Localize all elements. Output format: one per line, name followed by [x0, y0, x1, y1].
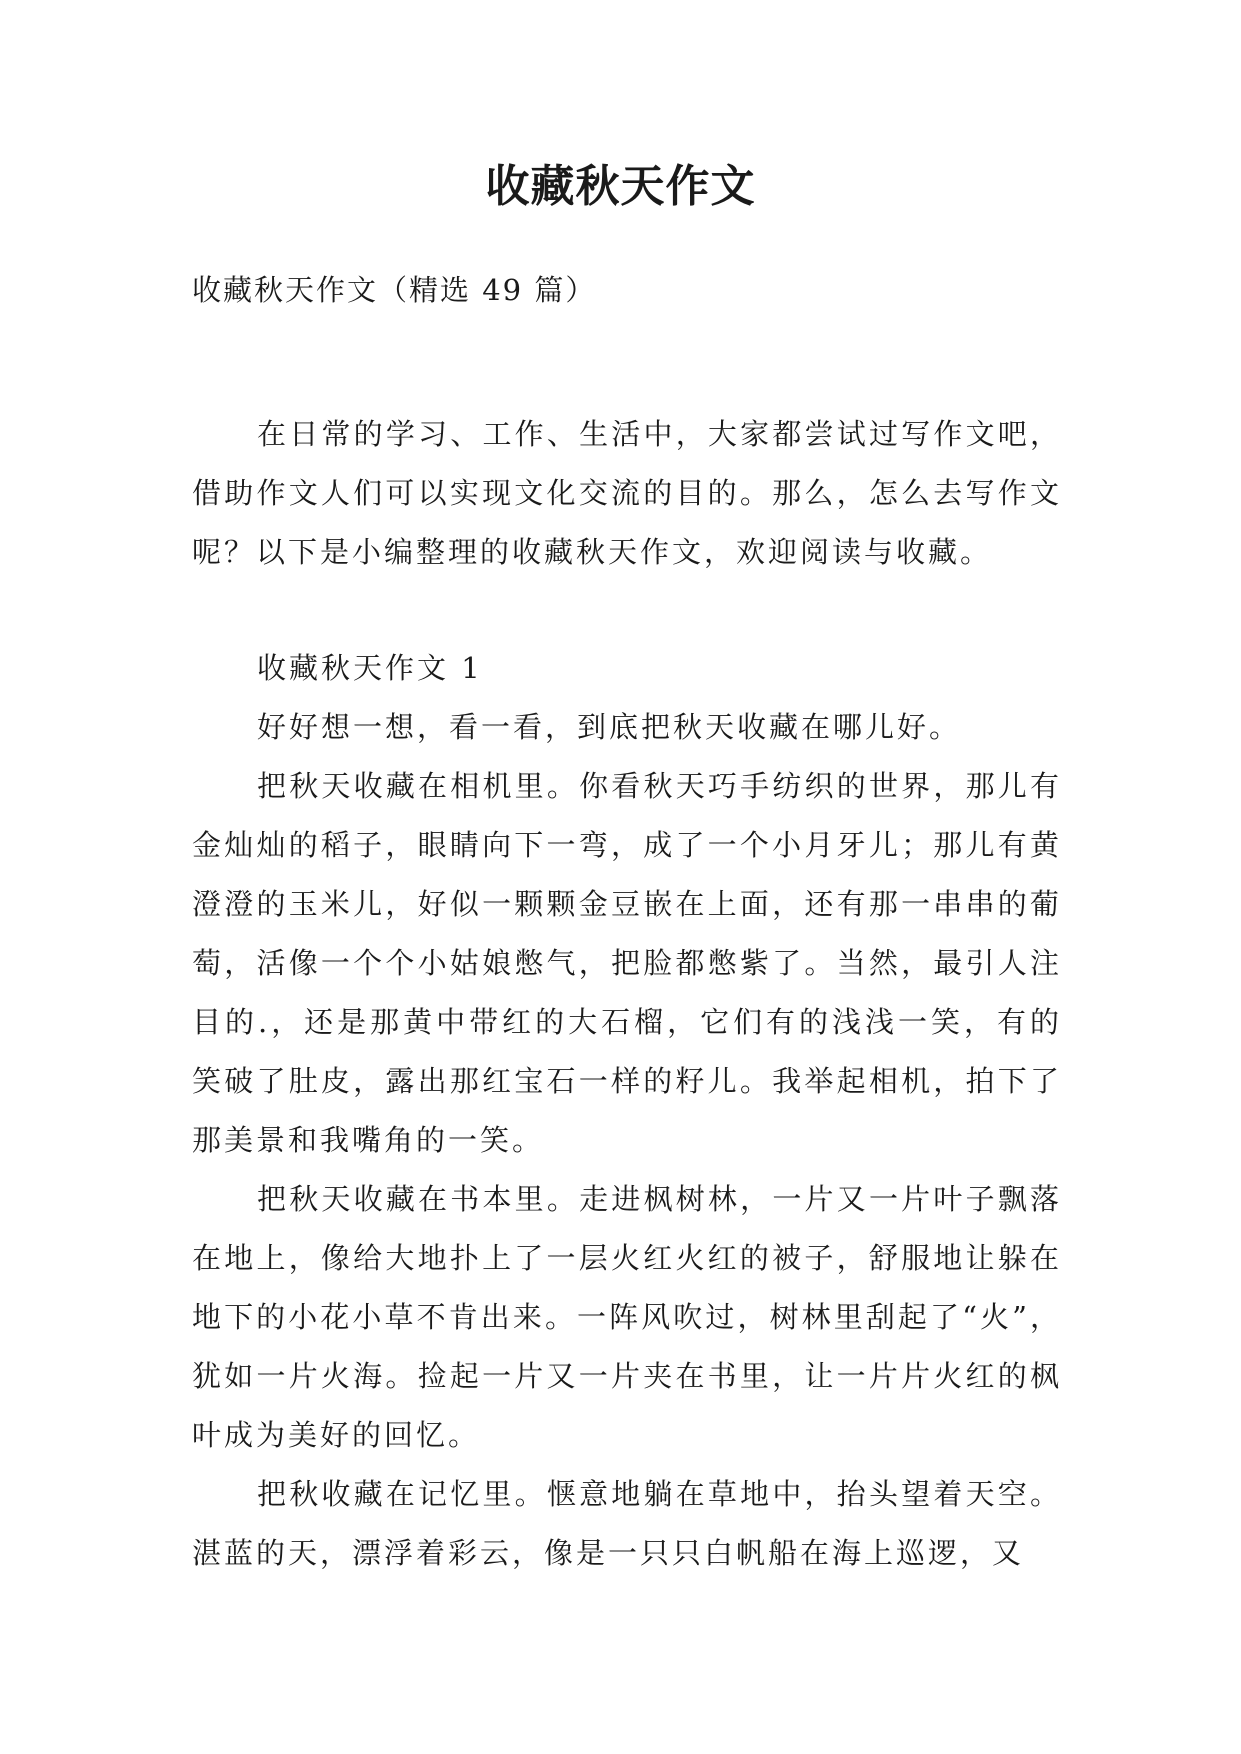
intro-paragraph: 在日常的学习、工作、生活中，大家都尝试过写作文吧，借助作文人们可以实现文化交流的目的。那么，怎么去写作文呢？以下是小编整理的收藏秋天作文，欢迎阅读与收藏。	[192, 417, 1062, 569]
essay-paragraph-1: 好好想一想，看一看，到底把秋天收藏在哪儿好。	[257, 710, 962, 744]
essay-paragraph-4: 把秋收藏在记忆里。惬意地躺在草地中，抬头望着天空。湛蓝的天，漂浮着彩云，像是一只只白帆船在海上巡逻，又	[192, 1477, 1062, 1570]
essay-block	[192, 639, 1062, 1583]
essay-heading: 收藏秋天作文 1	[257, 651, 483, 685]
essay-paragraph-3: 把秋天收藏在书本里。走进枫树林，一片又一片叶子飘落在地上，像给大地扑上了一层火红火红的被子，舒服地让躲在地下的小花小草不肯出来。一阵风吹过，树林里刮起了“火”，犹如一片火海。捡起一片又一片夹在书里，让一片片火红的枫叶成为美好的回忆。	[192, 1182, 1062, 1452]
intro-block	[192, 405, 1062, 582]
document-subtitle: 收藏秋天作文（精选 49 篇）	[192, 273, 597, 307]
essay-paragraph-2: 把秋天收藏在相机里。你看秋天巧手纺织的世界，那儿有金灿灿的稻子，眼睛向下一弯，成了一个小月牙儿；那儿有黄澄澄的玉米儿，好似一颗颗金豆嵌在上面，还有那一串串的葡萄，活像一个个小姑娘憋气，把脸都憋紫了。当然，最引人注目的.，还是那黄中带红的大石榴，它们有的浅浅一笑，有的笑破了肚皮，露出那红宝石一样的籽儿。我举起相机，拍下了那美景和我嘴角的一笑。	[192, 769, 1062, 1157]
document-title: 收藏秋天作文	[485, 161, 756, 212]
